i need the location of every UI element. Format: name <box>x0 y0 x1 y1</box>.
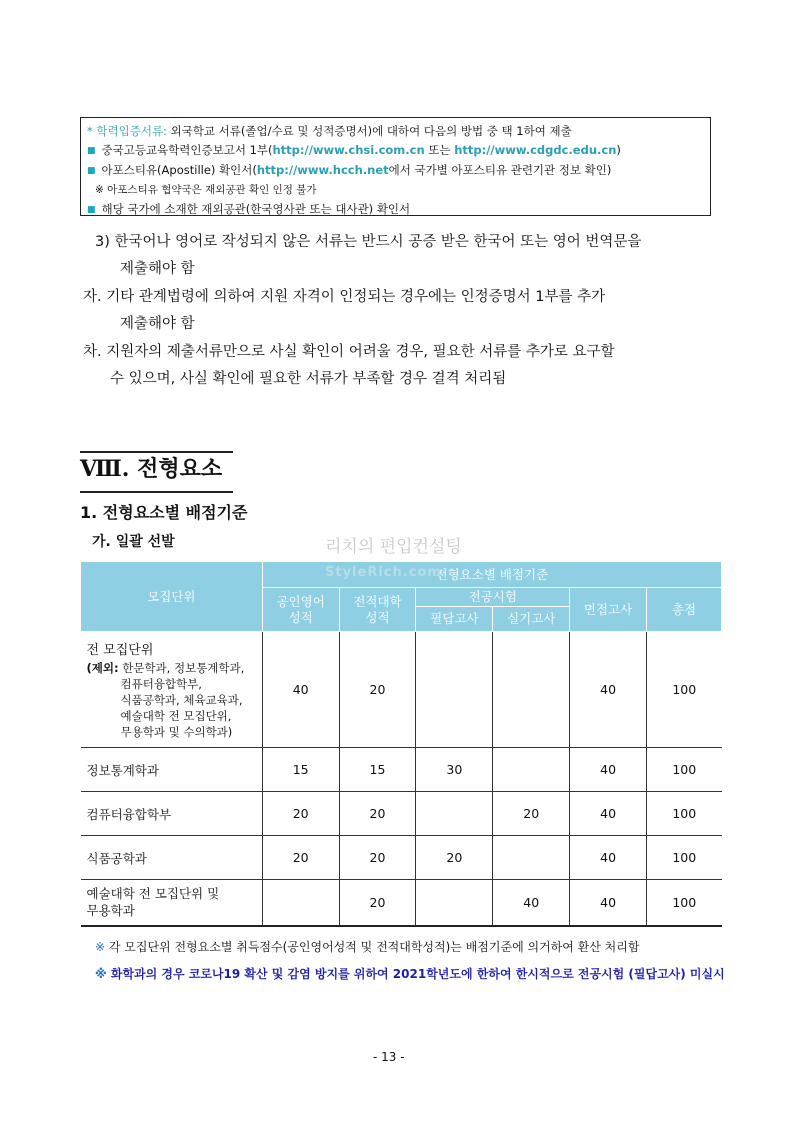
unit-cell: 전 모집단위 (제외: 한문학과, 정보통계학과, 컴퓨터융합학부, 식품공학과, 체육교육과, 예술대학 전 모집단위, 무용학과 및 수의학과) <box>81 632 263 748</box>
hcch-link[interactable]: http://www.hcch.net <box>256 163 389 177</box>
notice-line-2: ■ 중국고등교육학력인증보고서 1부(http://www.chsi.com.cn 또는 http://www.cdgdc.edu.cn) <box>87 143 621 157</box>
paragraph-3-line-2: 제출해야 함 <box>120 261 195 277</box>
subsection-title: 1. 전형요소별 배점기준 <box>80 503 248 522</box>
square-bullet-icon: ■ <box>87 205 96 215</box>
paragraph-ja-line-1: 자. 기타 관계법령에 의하여 지원 자격이 인정되는 경우에는 인정증명서 1부를 추가 <box>83 289 606 305</box>
paragraph-ja-line-2: 제출해야 함 <box>120 316 195 332</box>
header-major-exam: 전공시험 <box>416 588 570 607</box>
table-row <box>81 792 722 836</box>
notice-line-1: * 학력입증서류: 외국학교 서류(졸업/수료 및 성적증명서)에 대하여 다음의 방법 중 택 1하여 제출 <box>87 124 572 138</box>
sub-subsection-title: 가. 일괄 선발 <box>92 534 175 550</box>
cdgdc-link[interactable]: http://www.cdgdc.edu.cn <box>454 143 617 157</box>
reference-mark-icon: ※ <box>95 967 107 981</box>
scoring-table <box>80 561 722 927</box>
practical-score <box>493 748 570 792</box>
english-score: 40 <box>262 632 339 748</box>
paragraph-3-line-1: 3) 한국어나 영어로 작성되지 않은 서류는 반드시 공증 받은 한국어 또는 영어 번역문을 <box>95 234 642 250</box>
notice-line-5: ■ 해당 국가에 소재한 재외공관(한국영사관 또는 대사관) 확인서 <box>87 202 411 216</box>
header-interview: 면접고사 <box>570 588 647 632</box>
english-score: 20 <box>262 836 339 880</box>
table-row <box>81 748 722 792</box>
header-previous: 전적대학 성적 <box>339 588 416 632</box>
table-row <box>81 836 722 880</box>
previous-score: 20 <box>339 880 416 926</box>
header-unit: 모집단위 <box>81 562 263 632</box>
previous-score: 20 <box>339 792 416 836</box>
notice-box <box>80 117 711 216</box>
previous-score: 20 <box>339 836 416 880</box>
total-score: 100 <box>647 792 722 836</box>
footnote-2: ※ 화학과의 경우 코로나19 확산 및 감염 방지를 위하여 2021학년도에 한하여 한시적으로 전공시험 (필답고사) 미실시 <box>95 967 725 981</box>
table-row <box>81 880 722 926</box>
reference-mark-icon: ※ <box>95 940 106 954</box>
total-score: 100 <box>647 880 722 926</box>
previous-score: 20 <box>339 632 416 748</box>
total-score: 100 <box>647 748 722 792</box>
header-written: 필답고사 <box>416 607 493 632</box>
header-practical: 실기고사 <box>493 607 570 632</box>
total-score: 100 <box>647 632 722 748</box>
previous-score: 15 <box>339 748 416 792</box>
footnote-1: ※ 각 모집단위 전형요소별 취득점수(공인영어성적 및 전적대학성적)는 배점기준에 의거하여 환산 처리함 <box>95 940 640 954</box>
header-group: 전형요소별 배점기준 <box>262 562 721 588</box>
notice-line-3: ■ 아포스티유(Apostille) 확인서(http://www.hcch.net에서 국가별 아포스티유 관련기관 정보 확인) <box>87 163 612 177</box>
written-score: 30 <box>416 748 493 792</box>
interview-score: 40 <box>570 836 647 880</box>
practical-score: 40 <box>493 880 570 926</box>
english-score: 15 <box>262 748 339 792</box>
written-score <box>416 632 493 748</box>
written-score <box>416 880 493 926</box>
interview-score: 40 <box>570 880 647 926</box>
unit-cell: 컴퓨터융합학부 <box>81 792 263 836</box>
notice-line-4: ※ 아포스티유 협약국은 재외공관 확인 인정 불가 <box>95 184 317 196</box>
practical-score: 20 <box>493 792 570 836</box>
unit-cell: 정보통계학과 <box>81 748 263 792</box>
chsi-link[interactable]: http://www.chsi.com.cn <box>272 143 425 157</box>
unit-cell: 예술대학 전 모집단위 및 무용학과 <box>81 880 263 926</box>
interview-score: 40 <box>570 748 647 792</box>
header-total: 총점 <box>647 588 722 632</box>
square-bullet-icon: ■ <box>87 166 96 176</box>
square-bullet-icon: ■ <box>87 146 96 156</box>
watermark-logo: StyleRich.com <box>325 565 442 580</box>
header-english: 공인영어 성적 <box>262 588 339 632</box>
table-row <box>81 632 722 748</box>
watermark-text: 리치의 편입컨설팅 <box>325 537 462 557</box>
heading-bottom-rule <box>80 491 233 493</box>
total-score: 100 <box>647 836 722 880</box>
paragraph-cha-line-2: 수 있으며, 사실 확인에 필요한 서류가 부족할 경우 결격 처리됨 <box>110 371 507 387</box>
practical-score <box>493 632 570 748</box>
english-score: 20 <box>262 792 339 836</box>
written-score <box>416 792 493 836</box>
interview-score: 40 <box>570 632 647 748</box>
practical-score <box>493 836 570 880</box>
written-score: 20 <box>416 836 493 880</box>
section-heading: Ⅷ. 전형요소 <box>80 456 223 482</box>
english-score <box>262 880 339 926</box>
interview-score: 40 <box>570 792 647 836</box>
paragraph-cha-line-1: 차. 지원자의 제출서류만으로 사실 확인이 어려울 경우, 필요한 서류를 추가로 요구할 <box>83 344 615 360</box>
page-number: - 13 - <box>373 1050 405 1064</box>
unit-cell: 식품공학과 <box>81 836 263 880</box>
